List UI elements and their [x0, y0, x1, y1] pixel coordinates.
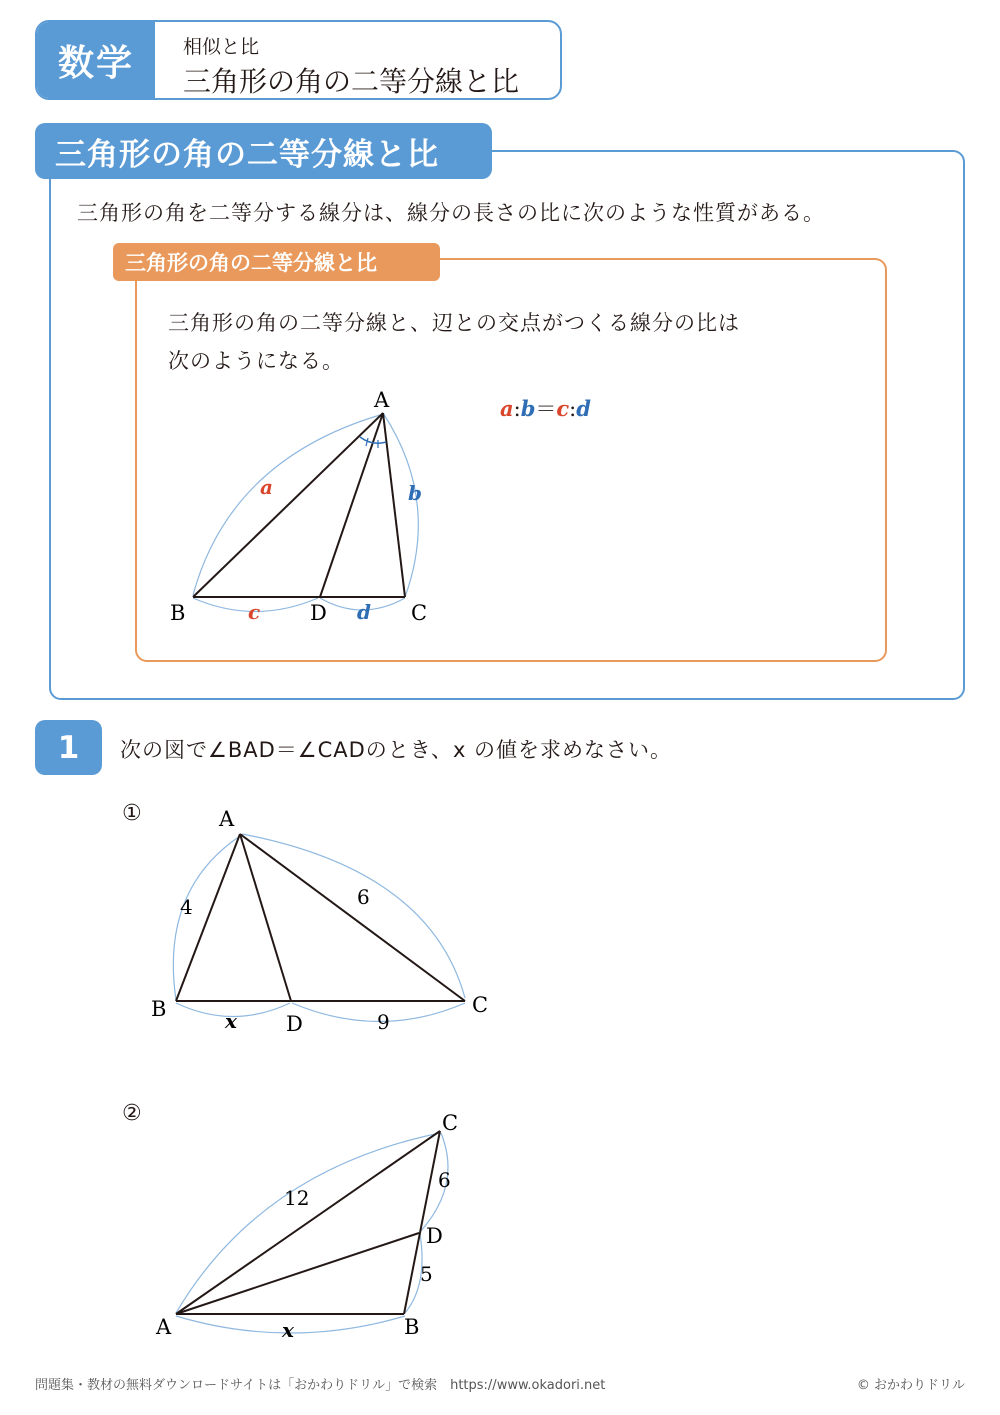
- arc-b: [383, 413, 418, 597]
- q1-vertex-C: C: [472, 993, 489, 1017]
- q1-vertex-B: B: [151, 997, 167, 1021]
- vertex-D: D: [310, 601, 327, 625]
- property-line1: 三角形の角の二等分線と、辺との交点がつくる線分の比は: [168, 311, 740, 335]
- problem2-diagram: [155, 1111, 458, 1342]
- bisector-AD: [320, 413, 383, 597]
- q2-label: ②: [122, 1101, 142, 1126]
- q1-vertex-A: A: [219, 807, 235, 831]
- q1-label: ①: [122, 801, 142, 826]
- q2-vertex-D: D: [426, 1224, 443, 1248]
- vertex-C: C: [411, 601, 428, 625]
- problem-number: 1: [35, 720, 102, 775]
- q1-length-DC: 9: [377, 1010, 390, 1034]
- problem1-diagram: [151, 807, 488, 1036]
- label-a: a: [260, 475, 273, 499]
- q1-length-BD: x: [225, 1009, 237, 1033]
- q2-length-CD: 6: [438, 1168, 451, 1192]
- label-c: c: [248, 600, 261, 624]
- q2-side-CB: [404, 1131, 440, 1314]
- q2-bisector-AD: [176, 1233, 419, 1314]
- q2-side-AC: [176, 1131, 440, 1314]
- q1-length-AB: 4: [180, 895, 193, 919]
- vertex-B: B: [170, 601, 186, 625]
- subject-label: 数学: [37, 22, 155, 98]
- side-AB: [193, 413, 383, 597]
- page-title: 三角形の角の二等分線と比: [183, 65, 520, 98]
- q1-vertex-D: D: [286, 1012, 303, 1036]
- q2-vertex-A: A: [156, 1315, 172, 1339]
- side-AC: [383, 413, 405, 597]
- formula-colon2: :: [569, 397, 577, 421]
- vertex-A: A: [374, 388, 390, 412]
- q1-length-AC: 6: [357, 885, 370, 909]
- q1-bisector-AD: [240, 834, 291, 1001]
- formula-b: b: [520, 396, 536, 421]
- section-intro: 三角形の角を二等分する線分は、線分の長さの比に次のような性質がある。: [77, 201, 825, 225]
- property-line2: 次のようになる。: [168, 349, 344, 373]
- q2-length-AB: x: [282, 1318, 294, 1342]
- label-d: d: [357, 600, 371, 624]
- q1-arc-AC: [242, 834, 465, 998]
- formula-eq: ＝: [535, 397, 557, 421]
- q1-side-AC: [240, 834, 465, 1001]
- formula-d: d: [576, 396, 591, 421]
- problem-question: 次の図で∠BAD＝∠CADのとき、x の値を求めなさい。: [120, 738, 673, 762]
- category-label: 相似と比: [183, 36, 260, 58]
- q2-vertex-B: B: [404, 1315, 420, 1339]
- footer-site-text: 問題集・教材の無料ダウンロードサイトは「おかわりドリル」で検索 https://www.okadori.net: [35, 1378, 606, 1393]
- formula-c: c: [556, 396, 570, 421]
- formula-a: a: [500, 396, 514, 421]
- label-b: b: [408, 481, 422, 505]
- footer-copyright: © おかわりドリル: [856, 1378, 965, 1393]
- q2-length-AC: 12: [284, 1186, 310, 1210]
- property-title: 三角形の角の二等分線と比: [113, 243, 440, 281]
- q2-length-DB: 5: [420, 1262, 433, 1286]
- formula-colon1: :: [513, 397, 521, 421]
- property-diagram: [170, 388, 427, 625]
- q2-vertex-C: C: [442, 1111, 459, 1135]
- section-title: 三角形の角の二等分線と比: [35, 123, 492, 179]
